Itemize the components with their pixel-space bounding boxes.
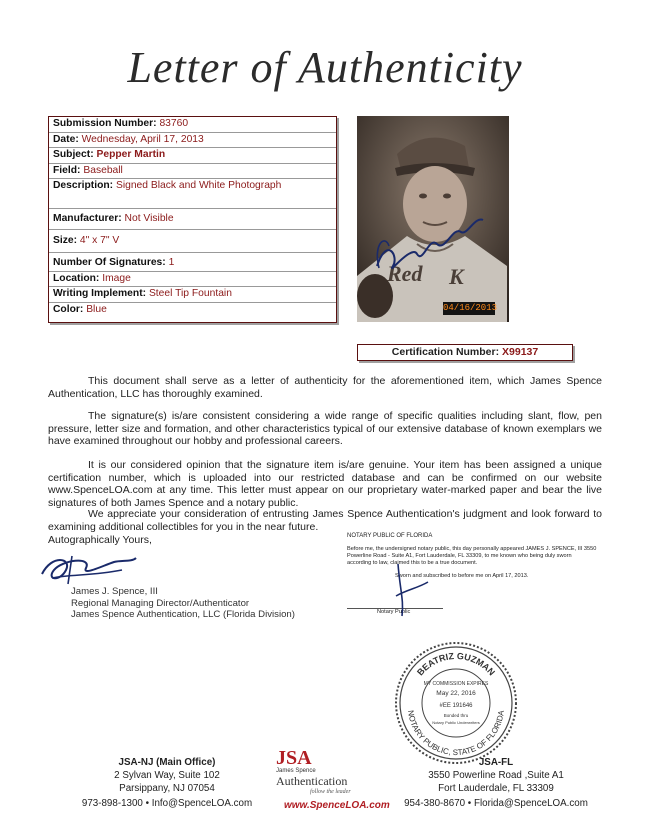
detail-row-color: Color: Blue [53, 303, 107, 315]
footer-fl-office [388, 756, 604, 810]
paragraph-opinion: It is our considered opinion that the signature item is/are genuine. Your item has been assigned a unique certification number, which is uploaded into our restricted database and can be confirmed on our website www.SpenceLOA.com at any time. This letter must appear on our proprietary water-marked paper and bear the live signatures of both James Spence and a notary public. [48, 459, 602, 509]
details-box [48, 116, 337, 323]
svg-text:Red: Red [387, 261, 423, 286]
seal-number: #EE 191646 [439, 703, 473, 709]
detail-row-signatures: Number Of Signatures: 1 [49, 253, 336, 272]
notary-signature [392, 560, 432, 620]
signer-block [71, 586, 295, 621]
seal-underwriters: Notary Public Underwriters [432, 720, 480, 725]
svg-text:NOTARY PUBLIC, STATE OF FLORID: NOTARY PUBLIC, STATE OF FLORIDA [406, 709, 506, 758]
notary-sworn: Sworn and subscribed to before me on April 17, 2013. [395, 573, 529, 579]
footer-fl-address1: 3550 Powerline Road ,Suite A1 [428, 770, 564, 781]
signer-name: James J. Spence, III [71, 586, 158, 597]
page-title: Letter of Authenticity [127, 43, 523, 92]
notary-signature-line: Notary Public [377, 609, 411, 615]
footer-fl-address2: Fort Lauderdale, FL 33309 [438, 783, 554, 794]
notary-seal [394, 641, 518, 765]
detail-row-location: Location: Image [49, 272, 336, 288]
photo-date-stamp: 04/16/2013 [443, 303, 498, 313]
svg-text:K: K [449, 264, 464, 289]
footer-nj-contact: 973-898-1300 • Info@SpenceLOA.com [81, 798, 253, 809]
seal-expires: May 22, 2016 [436, 690, 476, 697]
detail-row-subject: Subject: Pepper Martin [49, 148, 336, 164]
detail-row-writing-implement: Writing Implement: Steel Tip Fountain [49, 287, 336, 303]
notary-body: Before me, the undersigned notary public, this day personally appeared JAMES J. SPENCE, III 3550 Powerline Road - Suite A1, Fort Lauderdale, FL 33309, to me known who being duly sworn according to law, claimed this to be a true document. [347, 546, 597, 566]
item-photo [357, 116, 509, 322]
detail-row-manufacturer: Manufacturer: Not Visible [49, 209, 336, 230]
detail-row-size: Size: 4" x 7" V [49, 230, 336, 253]
handwritten-signature [32, 548, 142, 588]
signoff: Autographically Yours, [48, 534, 152, 546]
footer-fl-title: JSA-FL [478, 757, 514, 768]
logo-initials: JSA [276, 747, 312, 769]
logo-word: Authentication [276, 774, 348, 788]
seal-commission: MY COMMISSION EXPIRES [423, 681, 489, 687]
logo-tag: follow the leader [310, 789, 351, 795]
detail-row-date: Date: Wednesday, April 17, 2013 [49, 133, 336, 149]
detail-row-field: Field: Baseball [49, 164, 336, 180]
certification-box [357, 344, 573, 361]
paragraph-intro: This document shall serve as a letter of authenticity for the aforementioned item, which James Spence Authentication, LLC has thoroughly examined. [48, 375, 602, 400]
logo-small: James Spence [276, 768, 316, 774]
jsa-logo [270, 747, 390, 811]
certification-number: X99137 [502, 346, 539, 358]
paragraph-signature-analysis: The signature(s) is/are consistent considering a wide range of specific qualities including slant, flow, pen pressure, letter size and formation, and other characteristics typical of our extensive database of known exemplars we have examined throughout our hobby and professional careers. [48, 410, 602, 448]
footer-nj-title: JSA-NJ (Main Office) [118, 757, 216, 768]
footer-nj-address1: 2 Sylvan Way, Suite 102 [114, 770, 220, 781]
notary-block [347, 533, 597, 616]
detail-row-description: Description: Signed Black and White Photograph [49, 179, 336, 209]
notary-heading: NOTARY PUBLIC OF FLORIDA [347, 533, 433, 539]
footer-nj-address2: Parsippany, NJ 07054 [119, 783, 215, 794]
paragraph-closing: We appreciate your consideration of entrusting James Spence Authentication's judgment and look forward to examining additional collectibles for you in the near future. [48, 508, 602, 533]
logo-url: www.SpenceLOA.com [284, 800, 390, 811]
footer-nj-office [52, 756, 282, 810]
footer-fl-contact: 954-380-8670 • Florida@SpenceLOA.com [404, 798, 588, 809]
photo-illustration [357, 116, 509, 322]
certification-label: Certification Number: [391, 346, 500, 358]
seal-bonded: Bonded thru [443, 713, 469, 718]
signer-company: James Spence Authentication, LLC (Florida Division) [71, 609, 295, 621]
signer-title: Regional Managing Director/Authenticator [71, 597, 250, 609]
detail-row-submission: Submission Number: 83760 [49, 117, 336, 133]
svg-text:BEATRIZ GUZMAN: BEATRIZ GUZMAN [415, 650, 497, 678]
